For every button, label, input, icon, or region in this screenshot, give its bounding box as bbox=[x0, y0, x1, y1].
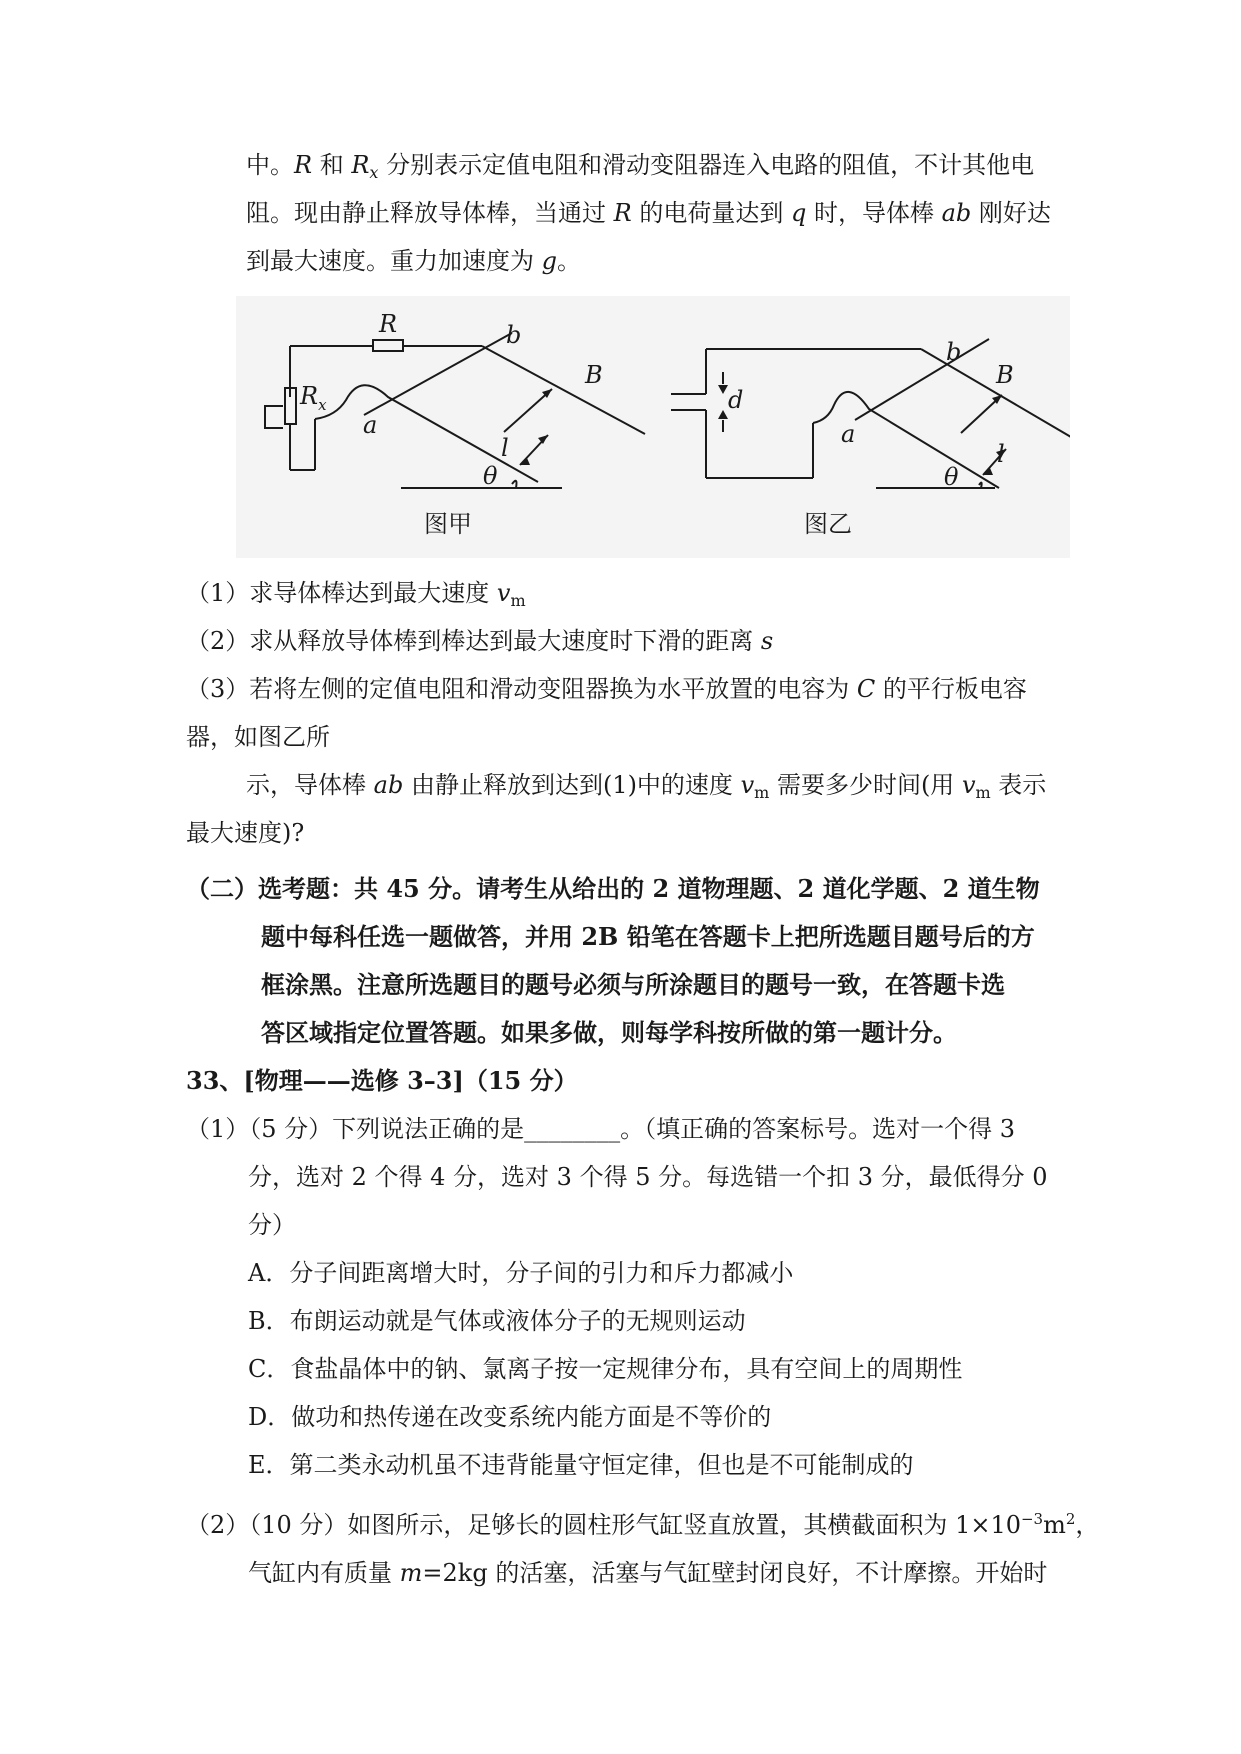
circuit-diagram bbox=[236, 296, 1070, 558]
question-3-line-3: 示，导体棒 ab 由静止释放到达到(1)中的速度 $v_m$ 需要多少时间(用 $v_m$ 表示 bbox=[246, 771, 1047, 802]
caption-jia: 图甲 bbox=[424, 510, 472, 538]
label-b-left: b bbox=[506, 321, 522, 349]
q33-option-b: B．布朗运动就是气体或液体分子的无规则运动 bbox=[248, 1307, 746, 1335]
section-2-line-4: 答区域指定位置答题。如果多做，则每学科按所做的第一题计分。 bbox=[261, 1018, 957, 1047]
label-theta-left: θ bbox=[483, 462, 498, 490]
left-B-arrow bbox=[504, 389, 552, 432]
label-theta-right: θ bbox=[944, 463, 959, 491]
q33-part1-line-1: （1）（5 分）下列说法正确的是________。（填正确的答案标号。选对一个得 3 bbox=[186, 1115, 1016, 1143]
section-2-line-2: 题中每科任选一题做答，并用 2B 铅笔在答题卡上把所选题目题号后的方 bbox=[261, 922, 1035, 951]
right-conductor-ab bbox=[855, 339, 989, 420]
question-3-line-4: 最大速度)? bbox=[186, 819, 305, 847]
q33-part1-line-3: 分） bbox=[248, 1211, 296, 1239]
circuit-figure bbox=[236, 296, 1070, 558]
problem-intro-line-2: 阻。现由静止释放导体棒，当通过 R 的电荷量达到 q 时，导体棒 ab 刚好达 bbox=[246, 199, 1051, 227]
q33-part2-line-2: 气缸内有质量 m=2kg 的活塞，活塞与气缸壁封闭良好，不计摩擦。开始时 bbox=[248, 1559, 1048, 1587]
label-a-right: a bbox=[841, 420, 856, 448]
label-B-left: B bbox=[585, 361, 603, 389]
question-3-line-1: （3）若将左侧的定值电阻和滑动变阻器换为水平放置的电容为 C 的平行板电容 bbox=[186, 675, 1027, 703]
q33-part2-line-1: （2）（10 分）如图所示，足够长的圆柱形气缸竖直放置，其横截面积为 $1\times 10^{-3}m^2$， bbox=[186, 1510, 1100, 1539]
q33-option-c: C．食盐晶体中的钠、氯离子按一定规律分布，具有空间上的周期性 bbox=[248, 1355, 963, 1383]
q33-heading: 33、[物理——选修 3–3]（15 分） bbox=[186, 1066, 578, 1095]
rheostat-slider bbox=[265, 406, 283, 428]
label-Rx: $R_x$ bbox=[300, 382, 327, 414]
q33-option-a: A．分子间距离增大时，分子间的引力和斥力都减小 bbox=[248, 1259, 794, 1287]
q33-option-e: E．第二类永动机虽不违背能量守恒定律，但也是不可能制成的 bbox=[248, 1451, 914, 1479]
d-arrowhead-bottom bbox=[718, 410, 728, 419]
question-2: （2）求从释放导体棒到棒达到最大速度时下滑的距离 s bbox=[186, 627, 774, 655]
label-b-right: b bbox=[946, 338, 962, 366]
d-arrowhead-top bbox=[718, 385, 728, 394]
label-B-right: B bbox=[996, 361, 1014, 389]
question-3-line-2: 器，如图乙所 bbox=[186, 723, 330, 751]
q33-option-d: D．做功和热传递在改变系统内能方面是不等价的 bbox=[248, 1403, 772, 1431]
label-R: R bbox=[379, 310, 398, 338]
label-a-left: a bbox=[363, 411, 378, 439]
section-2-line-3: 框涂黑。注意所选题目的题号必须与所涂题目的题号一致，在答题卡选 bbox=[261, 970, 1005, 999]
question-1: （1）求导体棒达到最大速度 $v_m$ bbox=[186, 579, 526, 610]
left-theta-arc bbox=[512, 481, 517, 488]
left-upper-rail bbox=[482, 346, 645, 434]
resistor-R bbox=[373, 340, 403, 351]
section-2-line-1: （二）选考题：共 45 分。请考生从给出的 2 道物理题、2 道化学题、2 道生物 bbox=[186, 874, 1040, 903]
label-l-left: l bbox=[501, 434, 509, 462]
problem-intro-line-1: 中。R 和 $R_x$ 分别表示定值电阻和滑动变阻器连入电路的阻值，不计其他电 bbox=[246, 151, 1035, 182]
q33-part1-line-2: 分，选对 2 个得 4 分，选对 3 个得 5 分。每选错一个扣 3 分，最低得分 0 bbox=[248, 1163, 1048, 1191]
label-l-right: l bbox=[997, 440, 1005, 468]
caption-yi: 图乙 bbox=[804, 510, 852, 538]
label-d: d bbox=[728, 386, 744, 414]
problem-intro-line-3: 到最大速度。重力加速度为 g。 bbox=[246, 247, 582, 275]
